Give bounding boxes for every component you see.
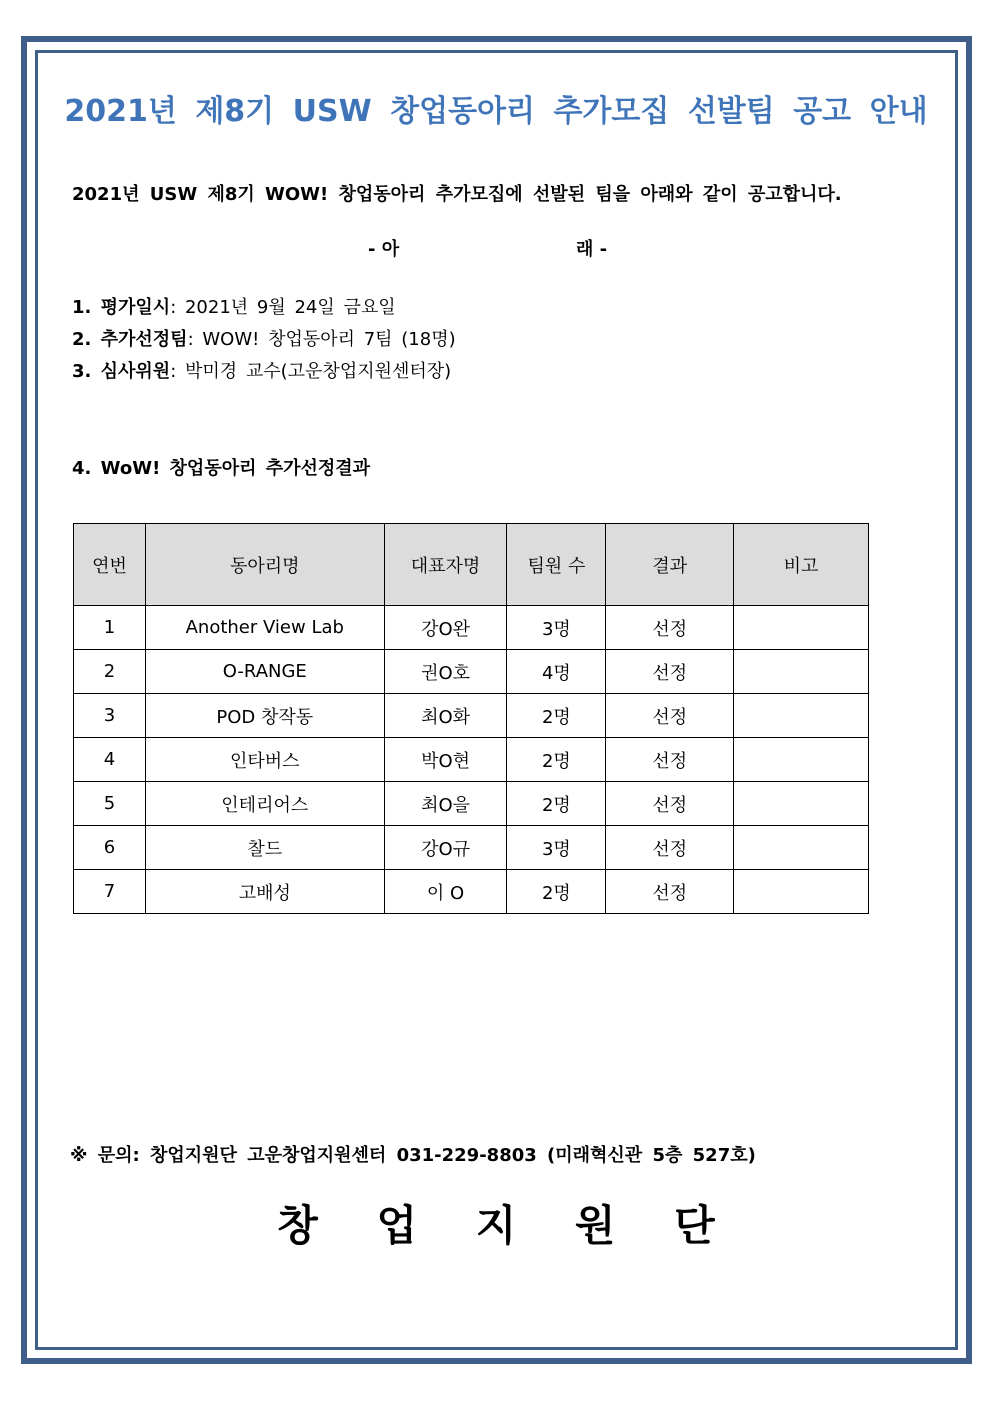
- cell-result: 선정: [606, 870, 734, 914]
- cell-member-count: 4명: [507, 650, 606, 694]
- cell-note: [734, 650, 869, 694]
- cell-member-count: 2명: [507, 870, 606, 914]
- organization-char: 원: [574, 1201, 616, 1250]
- table-row: [74, 738, 869, 782]
- info-evaluation-date: [72, 292, 456, 324]
- cell-number: 4: [74, 738, 146, 782]
- table-row: [74, 606, 869, 650]
- cell-result: 선정: [606, 738, 734, 782]
- cell-representative: 박O현: [384, 738, 507, 782]
- table-row: [74, 870, 869, 914]
- header-note: 비고: [734, 524, 869, 606]
- cell-number: 6: [74, 826, 146, 870]
- info-label: 1. 평가일시: [72, 297, 171, 318]
- cell-result: 선정: [606, 782, 734, 826]
- cell-club-name: 고배성: [145, 870, 384, 914]
- cell-representative: 이 O: [384, 870, 507, 914]
- info-value: : 박미경 교수(고운창업지원센터장): [170, 361, 452, 382]
- organization-char: 지: [475, 1201, 517, 1250]
- ara-left: - 아: [368, 239, 400, 260]
- contact-info: ※ 문의: 창업지원단 고운창업지원센터 031-229-8803 (미래혁신관 5층 527호): [70, 1145, 756, 1166]
- table-row: [74, 650, 869, 694]
- table-row: [74, 694, 869, 738]
- cell-result: 선정: [606, 606, 734, 650]
- cell-representative: 권O호: [384, 650, 507, 694]
- cell-note: [734, 738, 869, 782]
- info-list: [72, 292, 456, 388]
- info-judges: [72, 356, 456, 388]
- intro-text: 2021년 USW 제8기 WOW! 창업동아리 추가모집에 선발된 팀을 아래와 같이 공고합니다.: [72, 184, 842, 205]
- result-table: [73, 523, 869, 914]
- cell-number: 1: [74, 606, 146, 650]
- cell-representative: 강O규: [384, 826, 507, 870]
- info-value: : WOW! 창업동아리 7팀 (18명): [187, 329, 456, 350]
- header-number: 연번: [74, 524, 146, 606]
- organization-char: 창: [277, 1201, 318, 1250]
- organization-char: 단: [674, 1201, 715, 1250]
- cell-note: [734, 782, 869, 826]
- cell-result: 선정: [606, 650, 734, 694]
- cell-note: [734, 694, 869, 738]
- table-header-row: [74, 524, 869, 606]
- cell-club-name: 인테리어스: [145, 782, 384, 826]
- section-heading: 4. WoW! 창업동아리 추가선정결과: [72, 458, 371, 479]
- header-representative: 대표자명: [384, 524, 507, 606]
- cell-result: 선정: [606, 826, 734, 870]
- cell-number: 2: [74, 650, 146, 694]
- ara-right: 래 -: [576, 239, 608, 260]
- cell-note: [734, 826, 869, 870]
- cell-club-name: Another View Lab: [145, 606, 384, 650]
- cell-club-name: 찰드: [145, 826, 384, 870]
- cell-member-count: 2명: [507, 694, 606, 738]
- cell-note: [734, 870, 869, 914]
- info-selected-teams: [72, 324, 456, 356]
- info-label: 3. 심사위원: [72, 361, 171, 382]
- cell-number: 7: [74, 870, 146, 914]
- cell-representative: 최O화: [384, 694, 507, 738]
- cell-result: 선정: [606, 694, 734, 738]
- cell-member-count: 3명: [507, 826, 606, 870]
- info-label: 2. 추가선정팀: [72, 329, 188, 350]
- cell-number: 3: [74, 694, 146, 738]
- cell-member-count: 2명: [507, 782, 606, 826]
- cell-number: 5: [74, 782, 146, 826]
- header-member-count: 팀원 수: [507, 524, 606, 606]
- table-row: [74, 782, 869, 826]
- page-title: 2021년 제8기 USW 창업동아리 추가모집 선발팀 공고 안내: [64, 94, 928, 129]
- cell-club-name: POD 창작동: [145, 694, 384, 738]
- header-result: 결과: [606, 524, 734, 606]
- cell-member-count: 2명: [507, 738, 606, 782]
- table-row: [74, 826, 869, 870]
- organization-char: 업: [376, 1201, 418, 1250]
- info-value: : 2021년 9월 24일 금요일: [170, 297, 396, 318]
- organization-name: [0, 1193, 992, 1253]
- cell-representative: 강O완: [384, 606, 507, 650]
- cell-club-name: O-RANGE: [145, 650, 384, 694]
- header-club-name: 동아리명: [145, 524, 384, 606]
- cell-note: [734, 606, 869, 650]
- cell-member-count: 3명: [507, 606, 606, 650]
- cell-club-name: 인타버스: [145, 738, 384, 782]
- cell-representative: 최O을: [384, 782, 507, 826]
